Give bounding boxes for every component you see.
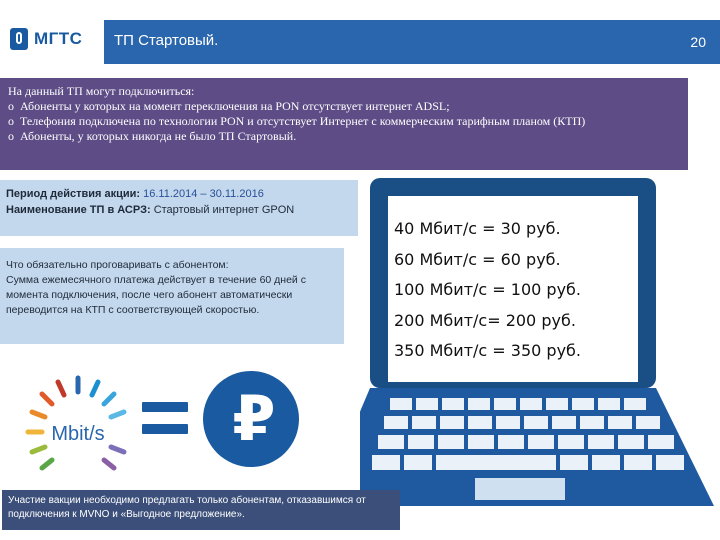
eligibility-item: o Абоненты, у которых никогда не было ТП Стартовый.: [8, 129, 680, 144]
price-list: [394, 214, 634, 367]
title-bar: [104, 20, 662, 64]
talking-points-box: [0, 248, 344, 344]
mbit-label: Mbit/s: [51, 423, 105, 445]
mgts-logo: [10, 28, 82, 50]
price-item: 100 Мбит/с = 100 руб.: [394, 280, 581, 299]
eligibility-item: o Телефония подключена по технологии PON и отсутствует Интернет с коммерческим тарифным планом (КТП): [8, 114, 680, 129]
price-item: 60 Мбит/с = 60 руб.: [394, 249, 561, 269]
period-dates: 16.11.2014 – 30.11.2016: [143, 188, 264, 200]
price-item: 200 Мбит/с= 200 руб.: [394, 310, 576, 330]
eligibility-box: [0, 78, 688, 170]
period-box: [0, 180, 358, 236]
page-number: 20: [690, 34, 706, 50]
tp-name-value: Стартовый интернет GPON: [153, 204, 295, 216]
period-label: Период действия акции:: [6, 188, 141, 200]
header: [0, 0, 720, 70]
ruble-coin-icon: [202, 370, 300, 468]
eligibility-list: [8, 99, 680, 144]
logo-text: МГТС: [34, 29, 83, 48]
offer-restriction-note: Участие вакции необходимо предлагать только абонентам, отказавшимся от подключения к MVNO и «Выгодное предложение».: [2, 490, 400, 530]
ruble-symbol: ₽: [232, 382, 276, 455]
mgts-logo-icon: [10, 28, 28, 50]
price-item: 40 Мбит/с = 30 руб.: [394, 219, 561, 238]
page-number-bar: [660, 20, 720, 64]
eligibility-intro: На данный ТП могут подключиться:: [8, 84, 195, 98]
mbit-speed-icon: [22, 372, 134, 472]
laptop-touchpad: [475, 478, 565, 500]
equals-sign-icon: [142, 402, 188, 436]
talking-points-heading: Что обязательно проговаривать с абонентом:: [6, 259, 229, 271]
tp-name-label: Наименование ТП в АСРЗ:: [6, 204, 151, 216]
slide-title: ТП Стартовый.: [114, 32, 219, 49]
eligibility-item: o Абоненты у которых на момент переключения на PON отсутствует интернет ADSL;: [8, 99, 680, 114]
price-item: 350 Мбит/с = 350 руб.: [394, 341, 581, 360]
talking-points-body: Сумма ежемесячного платежа действует в течение 60 дней с момента подключения, после чего абонент автоматически переводится на КТП с соответствующей скоростью.: [6, 274, 306, 316]
